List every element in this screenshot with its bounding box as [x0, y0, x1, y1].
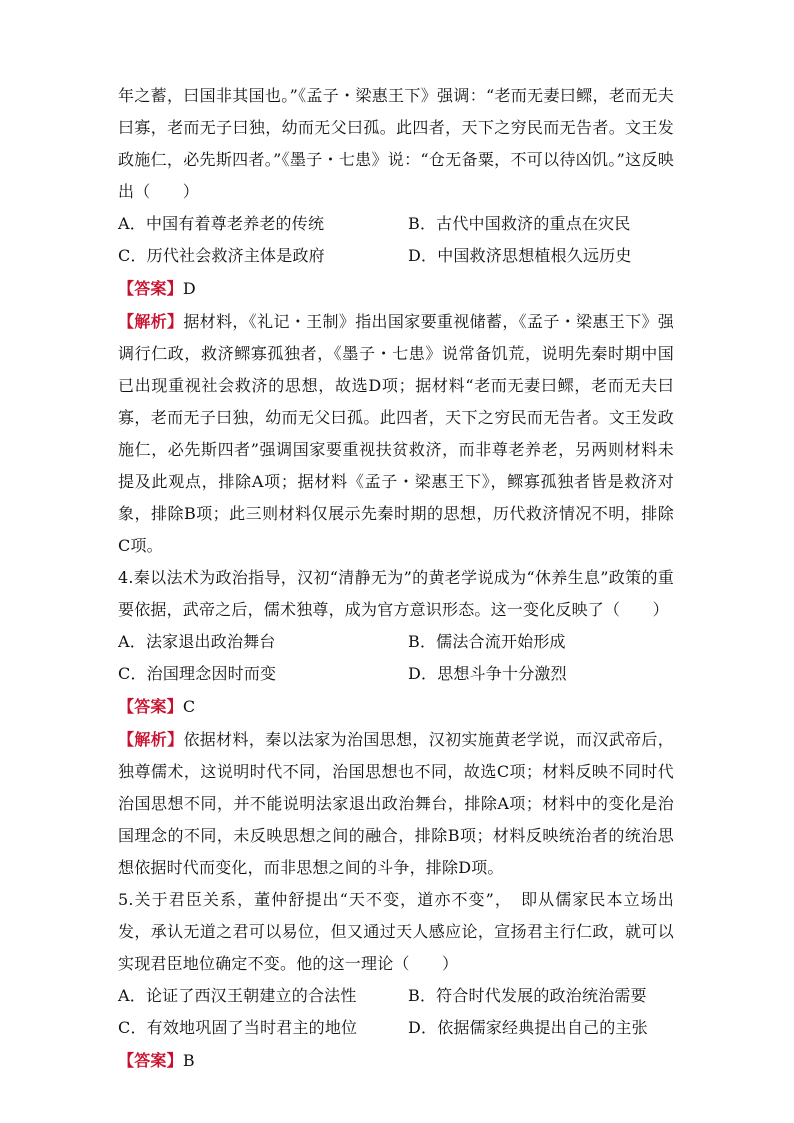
question-3-option-a: A．中国有着尊老养老的传统: [118, 214, 325, 233]
question-4-option-d: D．思想斗争十分激烈: [408, 664, 567, 683]
question-5-option-a: A．论证了西汉王朝建立的合法性: [118, 986, 357, 1005]
question-5-stem: 5.关于君臣关系，董仲舒提出“天不变，道亦不变”， 即从儒家民本立场出发，承认无道之君可以易位，但又通过天人感应论，宣扬君主行仁政，就可以实现君臣地位确定不变。他的这一理论（ ）: [118, 890, 674, 973]
question-3-options: [118, 208, 674, 272]
question-4-analysis: [118, 724, 674, 884]
answer-value: C: [182, 697, 196, 716]
question-4-answer: [118, 690, 674, 724]
question-3-option-b: B．古代中国救济的重点在灾民: [408, 214, 631, 233]
document-page: [118, 80, 674, 1078]
question-3-option-d: D．中国救济思想植根久远历史: [408, 246, 632, 265]
question-3-option-c: C．历代社会救济主体是政府: [118, 246, 325, 265]
question-4-option-a: A．法家退出政治舞台: [118, 632, 276, 651]
question-5-option-b: B．符合时代发展的政治统治需要: [408, 986, 647, 1005]
question-3-stem: 年之蓄，曰国非其国也。”《孟子・梁惠王下》强调：“老而无妻曰鳏，老而无夫曰寡，老而无子曰独，幼而无父曰孤。此四者，天下之穷民而无告者。文王发政施仁，必先斯四者。”《墨子・七患》说：“仓无备粟，不可以待凶饥。”这反映出（ ）: [118, 86, 674, 201]
answer-tag: 【答案】: [118, 1051, 183, 1070]
question-4-option-b: B．儒法合流开始形成: [408, 632, 566, 651]
answer-value: B: [182, 1051, 195, 1070]
question-3-answer: [118, 272, 674, 306]
question-5-option-c: C．有效地巩固了当时君主的地位: [118, 1018, 358, 1037]
analysis-tag: 【解析】: [118, 730, 184, 749]
answer-tag: 【答案】: [118, 279, 183, 298]
question-5-answer: [118, 1044, 674, 1078]
question-3-analysis: [118, 306, 674, 562]
analysis-tag: 【解析】: [118, 312, 184, 331]
question-5-option-d: D．依据儒家经典提出自己的主张: [408, 1018, 648, 1037]
question-4-option-c: C．治国理念因时而变: [118, 664, 277, 683]
answer-tag: 【答案】: [118, 697, 183, 716]
answer-value: D: [182, 279, 196, 298]
question-4-stem: 4.秦以法术为政治指导，汉初“清静无为”的黄老学说成为“休养生息”政策的重要依据，武帝之后，儒术独尊，成为官方意识形态。这一变化反映了（ ）: [118, 568, 674, 619]
analysis-text: 依据材料，秦以法家为治国思想，汉初实施黄老学说，而汉武帝后，独尊儒术，这说明时代不同，治国思想也不同，故选C项；材料反映不同时代治国思想不同，并不能说明法家退出政治舞台，排除A项；材料中的变化是治国理念的不同，未反映思想之间的融合，排除B项；材料反映统治者的统治思想依据时代而变化，而非思想之间的斗争，排除D项。: [118, 730, 674, 877]
analysis-text: 据材料，《礼记・王制》指出国家要重视储蓄，《孟子・梁惠王下》强调行仁政，救济鳏寡孤独者，《墨子・七患》说常备饥荒，说明先秦时期中国已出现重视社会救济的思想，故选D项；据材料“老而无妻曰鳏，老而无夫曰寡，老而无子曰独，幼而无父曰孤。此四者，天下之穷民而无告者。文王发政施仁，必先斯四者”强调国家要重视扶贫救济，而非尊老养老，另两则材料未提及此观点，排除A项；据材料《孟子・梁惠王下》，鳏寡孤独者皆是救济对象，排除B项；此三则材料仅展示先秦时期的思想，历代救济情况不明，排除C项。: [118, 312, 674, 555]
question-5-options: [118, 980, 674, 1044]
question-4-options: [118, 626, 674, 690]
